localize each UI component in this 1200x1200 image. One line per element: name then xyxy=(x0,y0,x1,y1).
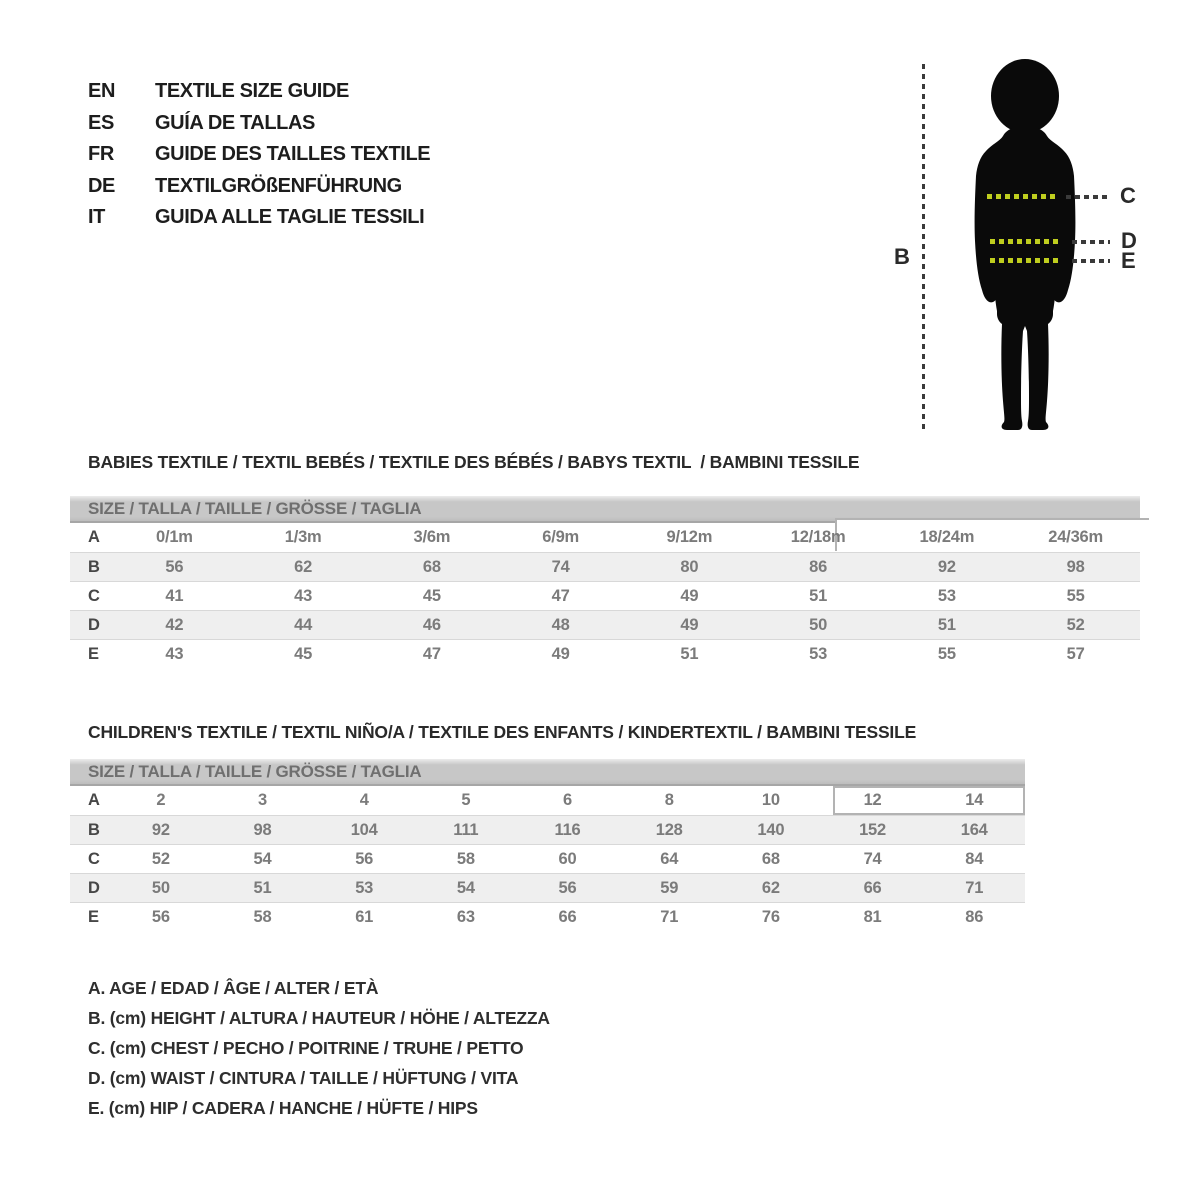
table-row-b xyxy=(70,815,1025,844)
size-value: 58 xyxy=(456,849,475,868)
table-row-d xyxy=(70,610,1140,639)
size-value: 84 xyxy=(965,849,984,868)
size-value: 92 xyxy=(937,557,956,576)
size-value: 44 xyxy=(294,615,313,634)
size-value: 164 xyxy=(960,820,988,839)
size-value: 50 xyxy=(809,615,828,634)
size-value: 62 xyxy=(294,557,313,576)
size-value: 57 xyxy=(1066,644,1085,663)
size-column-header: 5 xyxy=(461,791,471,809)
size-value: 86 xyxy=(965,907,984,926)
size-value: 43 xyxy=(165,644,184,663)
size-value: 81 xyxy=(863,907,882,926)
size-value: 92 xyxy=(151,820,170,839)
size-value: 71 xyxy=(660,907,679,926)
chest-leader-line xyxy=(1066,195,1110,199)
measurement-figure xyxy=(880,40,1180,460)
height-measure-line xyxy=(922,64,925,432)
language-row xyxy=(88,108,430,140)
size-column-header: 18/24m xyxy=(919,528,975,546)
children-table-rows xyxy=(70,786,1025,931)
size-column-header: 0/1m xyxy=(155,528,193,546)
size-value: 49 xyxy=(680,615,699,634)
size-column-header: 12 xyxy=(863,791,882,809)
legend-line-hip: E. (cm) HIP / CADERA / HANCHE / HÜFTE / HIPS xyxy=(88,1097,478,1118)
size-value: 128 xyxy=(655,820,683,839)
size-value: 50 xyxy=(151,878,170,897)
size-value: 58 xyxy=(253,907,272,926)
row-label: A xyxy=(88,791,100,809)
language-row xyxy=(88,139,430,171)
children-section-heading: CHILDREN'S TEXTILE / TEXTIL NIÑO/A / TEXTILE DES ENFANTS / KINDERTEXTIL / BAMBINI TESSILE xyxy=(88,722,917,742)
size-value: 53 xyxy=(809,644,828,663)
size-value: 51 xyxy=(253,878,272,897)
size-value: 62 xyxy=(761,878,780,897)
language-row xyxy=(88,171,430,203)
language-title: GUIDE DES TAILLES TEXTILE xyxy=(155,143,431,166)
size-value: 56 xyxy=(151,907,170,926)
size-value: 152 xyxy=(859,820,886,839)
size-column-header: 8 xyxy=(664,791,674,809)
size-value: 51 xyxy=(680,644,699,663)
size-value: 64 xyxy=(660,849,679,868)
size-header-label: SIZE / TALLA / TAILLE / GRÖSSE / TAGLIA xyxy=(88,762,422,781)
size-value: 55 xyxy=(1066,586,1085,605)
size-value: 54 xyxy=(253,849,272,868)
language-guide xyxy=(88,76,430,234)
size-value: 66 xyxy=(863,878,882,897)
row-label: A xyxy=(88,528,100,546)
size-value: 98 xyxy=(1066,557,1085,576)
waist-leader-line xyxy=(1072,240,1110,244)
size-value: 54 xyxy=(456,878,475,897)
size-column-header: 4 xyxy=(359,791,369,809)
size-column-header: 24/36m xyxy=(1048,528,1103,546)
size-value: 49 xyxy=(551,644,570,663)
size-value: 56 xyxy=(355,849,374,868)
language-title: GUIDA ALLE TAGLIE TESSILI xyxy=(155,206,425,229)
size-value: 43 xyxy=(294,586,313,605)
size-value: 46 xyxy=(422,615,441,634)
language-code: ES xyxy=(88,111,114,134)
table-row-c xyxy=(70,581,1140,610)
size-column-header: 14 xyxy=(965,791,984,809)
size-value: 68 xyxy=(761,849,780,868)
size-column-header: 9/12m xyxy=(666,528,713,546)
size-header-label: SIZE / TALLA / TAILLE / GRÖSSE / TAGLIA xyxy=(88,499,422,518)
table-row-a xyxy=(70,523,1140,552)
children-size-table xyxy=(70,759,1025,931)
size-value: 55 xyxy=(937,644,956,663)
row-label: D xyxy=(88,878,100,897)
legend-line-height: B. (cm) HEIGHT / ALTURA / HAUTEUR / HÖHE / ALTEZZA xyxy=(88,1007,550,1028)
size-value: 68 xyxy=(422,557,441,576)
size-value: 63 xyxy=(456,907,475,926)
legend-line-age: A. AGE / EDAD / ÂGE / ALTER / ETÀ xyxy=(88,977,379,998)
children-size-header-bar xyxy=(70,759,1025,786)
chest-measure-line xyxy=(987,194,1055,199)
size-value: 53 xyxy=(355,878,374,897)
language-row xyxy=(88,76,430,108)
child-silhouette-icon xyxy=(950,56,1100,436)
language-code: FR xyxy=(88,143,114,166)
table-row-d xyxy=(70,873,1025,902)
size-value: 52 xyxy=(151,849,170,868)
table-row-b xyxy=(70,552,1140,581)
hip-label: E xyxy=(1121,248,1136,273)
size-column-header: 2 xyxy=(156,791,166,809)
row-label: C xyxy=(88,586,100,605)
size-value: 52 xyxy=(1066,615,1085,634)
table-row-a xyxy=(70,786,1025,815)
size-value: 116 xyxy=(554,820,581,839)
size-value: 49 xyxy=(680,586,699,605)
row-label: C xyxy=(88,849,100,868)
babies-table-rows xyxy=(70,523,1140,668)
size-value: 111 xyxy=(453,820,479,839)
size-value: 76 xyxy=(761,907,780,926)
chest-label: C xyxy=(1120,183,1136,208)
size-column-header: 6 xyxy=(563,791,573,809)
legend-line-waist: D. (cm) WAIST / CINTURA / TAILLE / HÜFTUNG / VITA xyxy=(88,1067,519,1088)
language-code: IT xyxy=(88,206,105,229)
size-value: 74 xyxy=(863,849,882,868)
size-value: 59 xyxy=(660,878,679,897)
hip-leader-line xyxy=(1072,259,1110,263)
size-value: 66 xyxy=(558,907,577,926)
size-value: 98 xyxy=(253,820,272,839)
table-row-e xyxy=(70,639,1140,668)
size-value: 42 xyxy=(165,615,184,634)
size-value: 53 xyxy=(937,586,956,605)
row-label: B xyxy=(88,820,100,839)
babies-section-heading: BABIES TEXTILE / TEXTIL BEBÉS / TEXTILE DES BÉBÉS / BABYS TEXTIL / BAMBINI TESSILE xyxy=(88,452,860,472)
size-value: 51 xyxy=(937,615,956,634)
size-value: 56 xyxy=(165,557,184,576)
size-value: 41 xyxy=(165,586,184,605)
measurement-legend xyxy=(88,973,550,1123)
row-label: D xyxy=(88,615,100,634)
size-value: 61 xyxy=(355,907,374,926)
table-row-e xyxy=(70,902,1025,931)
row-label: E xyxy=(88,907,100,926)
size-value: 47 xyxy=(422,644,441,663)
size-value: 104 xyxy=(350,820,378,839)
language-title: GUÍA DE TALLAS xyxy=(155,111,315,134)
waist-label: D xyxy=(1121,228,1137,253)
size-value: 86 xyxy=(809,557,828,576)
hip-measure-line xyxy=(990,258,1062,263)
size-value: 140 xyxy=(757,820,785,839)
size-value: 71 xyxy=(965,878,984,897)
language-title: TEXTILE SIZE GUIDE xyxy=(155,80,349,103)
height-label: B xyxy=(894,244,910,269)
row-label: B xyxy=(88,557,100,576)
language-code: EN xyxy=(88,80,115,103)
size-value: 51 xyxy=(809,586,828,605)
table-row-c xyxy=(70,844,1025,873)
size-column-header: 10 xyxy=(761,791,780,809)
size-value: 47 xyxy=(551,586,570,605)
size-column-header: 3/6m xyxy=(413,528,451,546)
size-value: 80 xyxy=(680,557,699,576)
language-row xyxy=(88,202,430,234)
row-label: E xyxy=(88,644,100,663)
size-column-header: 1/3m xyxy=(284,528,322,546)
babies-size-table xyxy=(70,496,1140,668)
language-code: DE xyxy=(88,174,115,197)
size-value: 45 xyxy=(422,586,441,605)
legend-line-chest: C. (cm) CHEST / PECHO / POITRINE / TRUHE / PETTO xyxy=(88,1037,524,1058)
size-column-header: 12/18m xyxy=(790,528,846,546)
size-column-header: 6/9m xyxy=(542,528,580,546)
size-value: 45 xyxy=(294,644,313,663)
waist-measure-line xyxy=(990,239,1060,244)
size-value: 74 xyxy=(551,557,570,576)
size-value: 48 xyxy=(551,615,570,634)
size-value: 56 xyxy=(558,878,577,897)
size-column-header: 3 xyxy=(258,791,267,809)
size-value: 60 xyxy=(558,849,577,868)
language-title: TEXTILGRÖßENFÜHRUNG xyxy=(155,174,402,197)
